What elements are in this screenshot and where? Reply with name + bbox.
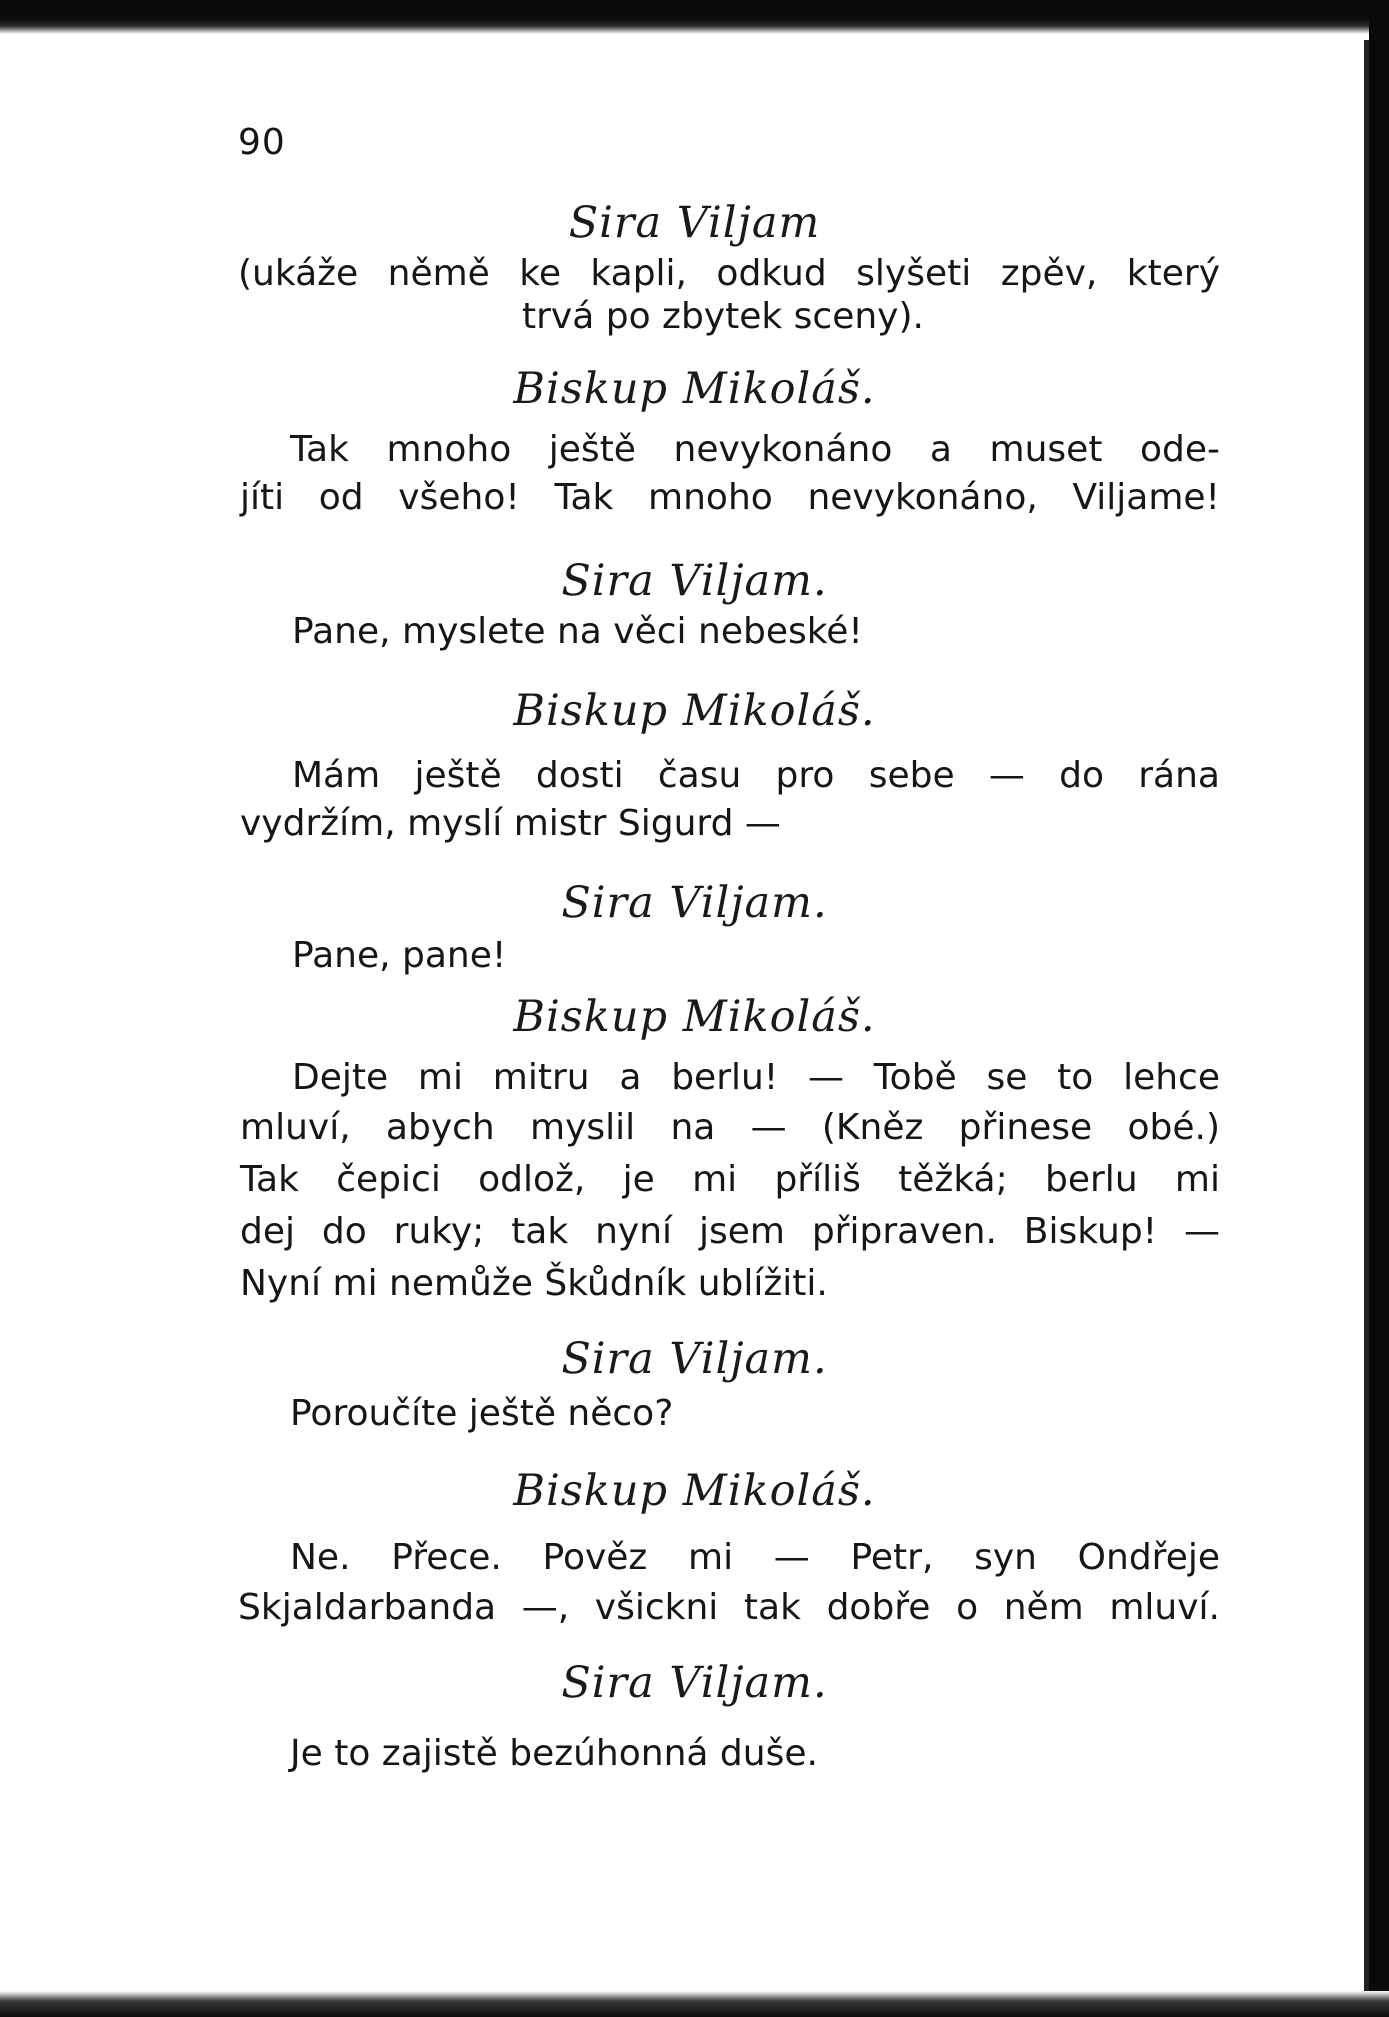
dialogue-line: mluví, abych myslil na — (Kněz přinese obé.) [240, 1107, 1220, 1148]
dialogue-line: Mám ještě dosti času pro sebe — do rána [292, 755, 1220, 796]
speaker-name: Sira Viljam [568, 198, 821, 248]
dialogue-line: Tak čepici odlož, je mi příliš těžká; berlu mi [240, 1159, 1220, 1200]
speaker-name: Biskup Mikoláš. [513, 686, 876, 736]
dialogue-line: Dejte mi mitru a berlu! — Tobě se to lehce [292, 1057, 1220, 1098]
dialogue-line: Pane, myslete na věci nebeské! [292, 611, 863, 652]
dialogue-line: Pane, pane! [292, 935, 507, 976]
page-number: 90 [238, 122, 286, 163]
speaker-name: Biskup Mikoláš. [513, 1466, 876, 1516]
dialogue-line: (ukáže němě ke kapli, odkud slyšeti zpěv, který [238, 253, 1220, 294]
speaker-name: Sira Viljam. [561, 878, 828, 928]
dialogue-line: Nyní mi nemůže Škůdník ublížiti. [240, 1263, 828, 1304]
dialogue-line: Tak mnoho ještě nevykonáno a muset ode- [290, 429, 1220, 470]
speaker-name: Sira Viljam. [561, 556, 828, 606]
scan-top-edge [0, 0, 1389, 34]
scan-bottom-edge [0, 1991, 1389, 2017]
speaker-name: Biskup Mikoláš. [513, 364, 876, 414]
dialogue-line: Poroučíte ještě něco? [290, 1393, 674, 1434]
speaker-name: Sira Viljam. [561, 1658, 828, 1708]
dialogue-line: Ne. Přece. Pověz mi — Petr, syn Ondřeje [290, 1537, 1220, 1578]
dialogue-line: Skjaldarbanda —, všickni tak dobře o něm mluví. [238, 1587, 1220, 1628]
speaker-name: Biskup Mikoláš. [513, 992, 876, 1042]
dialogue-line: vydržím, myslí mistr Sigurd — [240, 803, 781, 844]
dialogue-line: jíti od všeho! Tak mnoho nevykonáno, Viljame! [240, 477, 1220, 518]
dialogue-line: dej do ruky; tak nyní jsem připraven. Biskup! — [240, 1211, 1220, 1252]
dialogue-line: trvá po zbytek sceny). [522, 296, 924, 337]
speaker-name: Sira Viljam. [561, 1334, 828, 1384]
dialogue-line: Je to zajistě bezúhonná duše. [290, 1733, 818, 1774]
